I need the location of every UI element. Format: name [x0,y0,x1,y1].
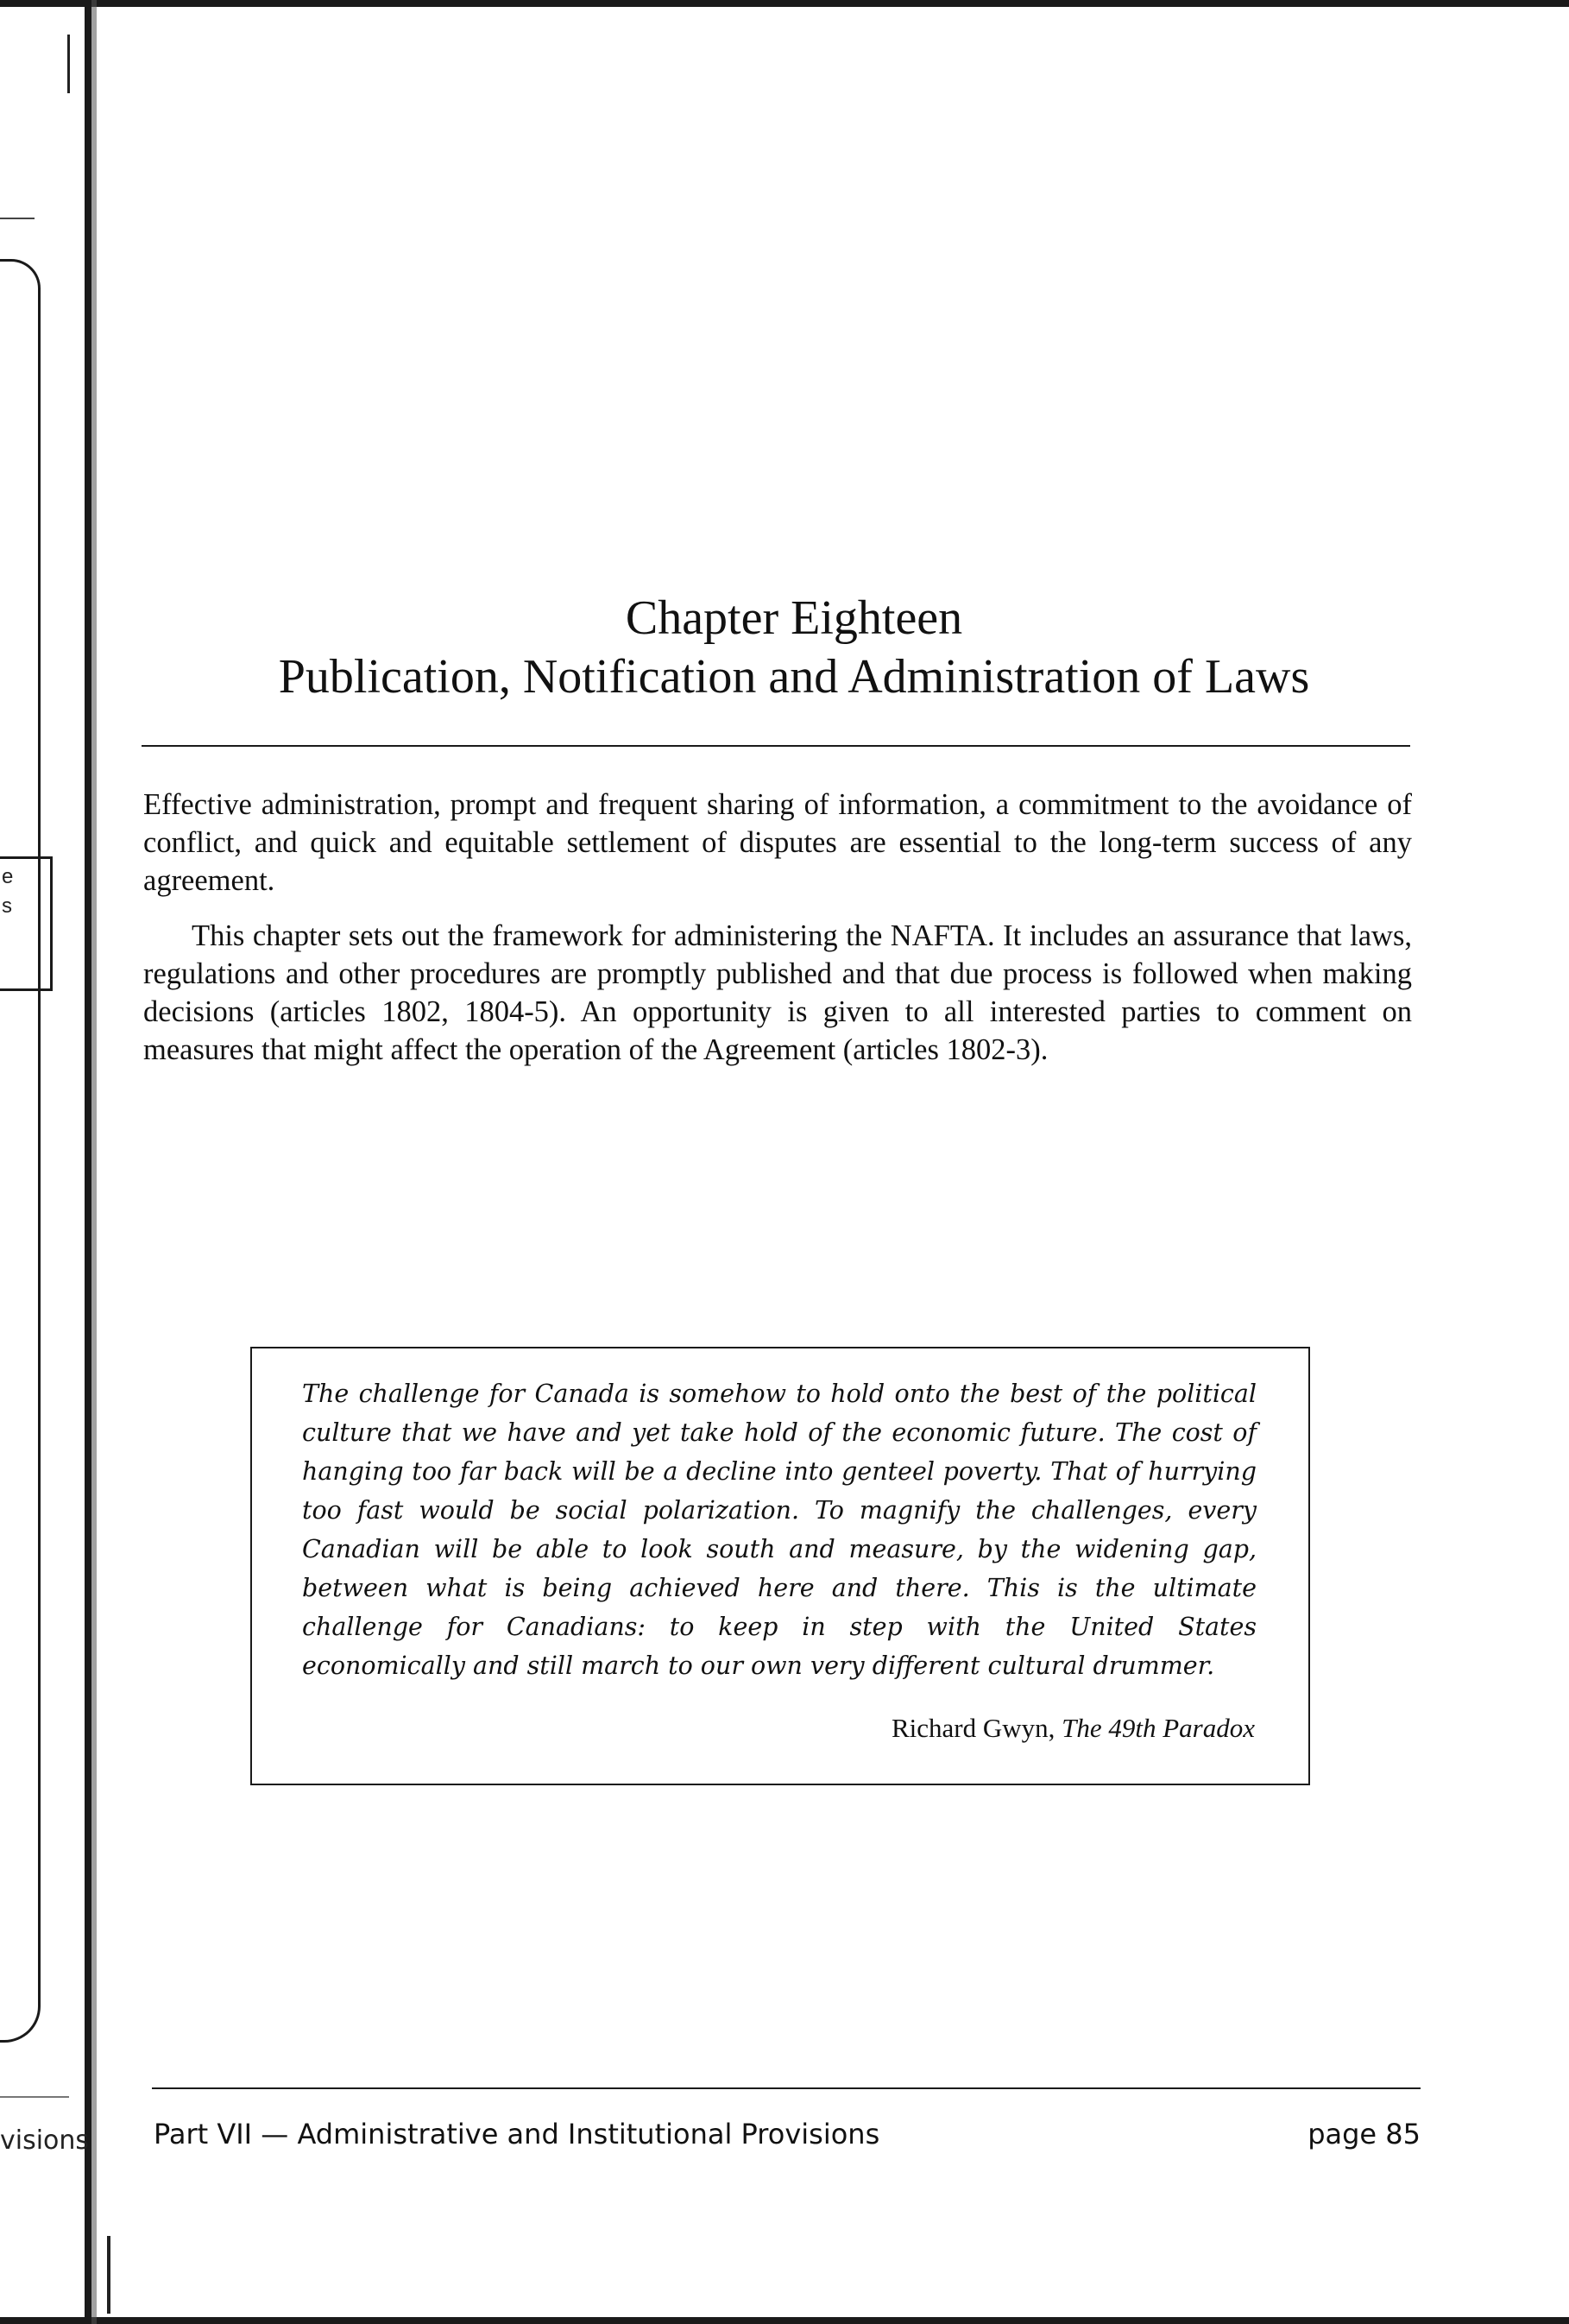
previous-page-rule [0,218,35,219]
body-paragraph-1: Effective administration, prompt and frequent sharing of information, a commitment to the avoidance of conflict, and quick and equitable settlement of disputes are essential to the long-term success of any agreement. [143,788,1412,897]
chapter-subtitle: Publication, Notification and Administration of Laws [278,650,1310,704]
page-number: page 85 [1308,2118,1421,2150]
book-gutter-shadow [91,0,97,2324]
previous-page-text-fragment: s [2,894,12,918]
scan-edge-mark [67,35,70,93]
body-paragraph-2: This chapter sets out the framework for administering the NAFTA. It includes an assurance that laws, regulations and other procedures are promptly published and that due process is followed when making decisions (articles 1802, 1804-5). An opportunity is given to all interested parties to comment on measures that might affect the operation of the Agreement (articles 1802-3). [143,919,1412,1066]
footer-rule [152,2087,1421,2089]
chapter-body [143,786,1412,1086]
quote-author: Richard Gwyn, [891,1713,1055,1743]
book-spine [85,0,91,2324]
quote-text: The challenge for Canada is somehow to hold onto the best of the political culture that we have and yet take hold of the economic future. The cost of hanging too far back will be a decline into genteel poverty. That of hurrying too fast would be social polarization. To magnify the challenges, every Canadian will be able to look south and measure, by the widening gap, between what is being achieved here and there. This is the ultimate challenge for Canadians: to keep in step with the United States economically and still march to our own very different cultural drummer. [302,1380,1257,1680]
previous-page-footer-fragment: visions [0,2125,90,2156]
footer-section-label: Part VII — Administrative and Institutional Provisions [154,2118,880,2150]
previous-page-text-fragment: e [2,865,14,888]
quote-attribution [892,1711,1255,1746]
previous-page-box-border [0,259,41,2043]
quote-book-title: The 49th Paradox [1062,1713,1255,1743]
scan-edge-mark-bottom [107,2236,110,2314]
previous-page-footer-rule [0,2096,69,2098]
chapter-title: Chapter Eighteen [625,591,963,645]
epigraph-quote-box [250,1347,1310,1785]
scan-top-edge [0,0,1569,7]
scan-bottom-edge [0,2317,1569,2324]
heading-rule [142,745,1410,747]
